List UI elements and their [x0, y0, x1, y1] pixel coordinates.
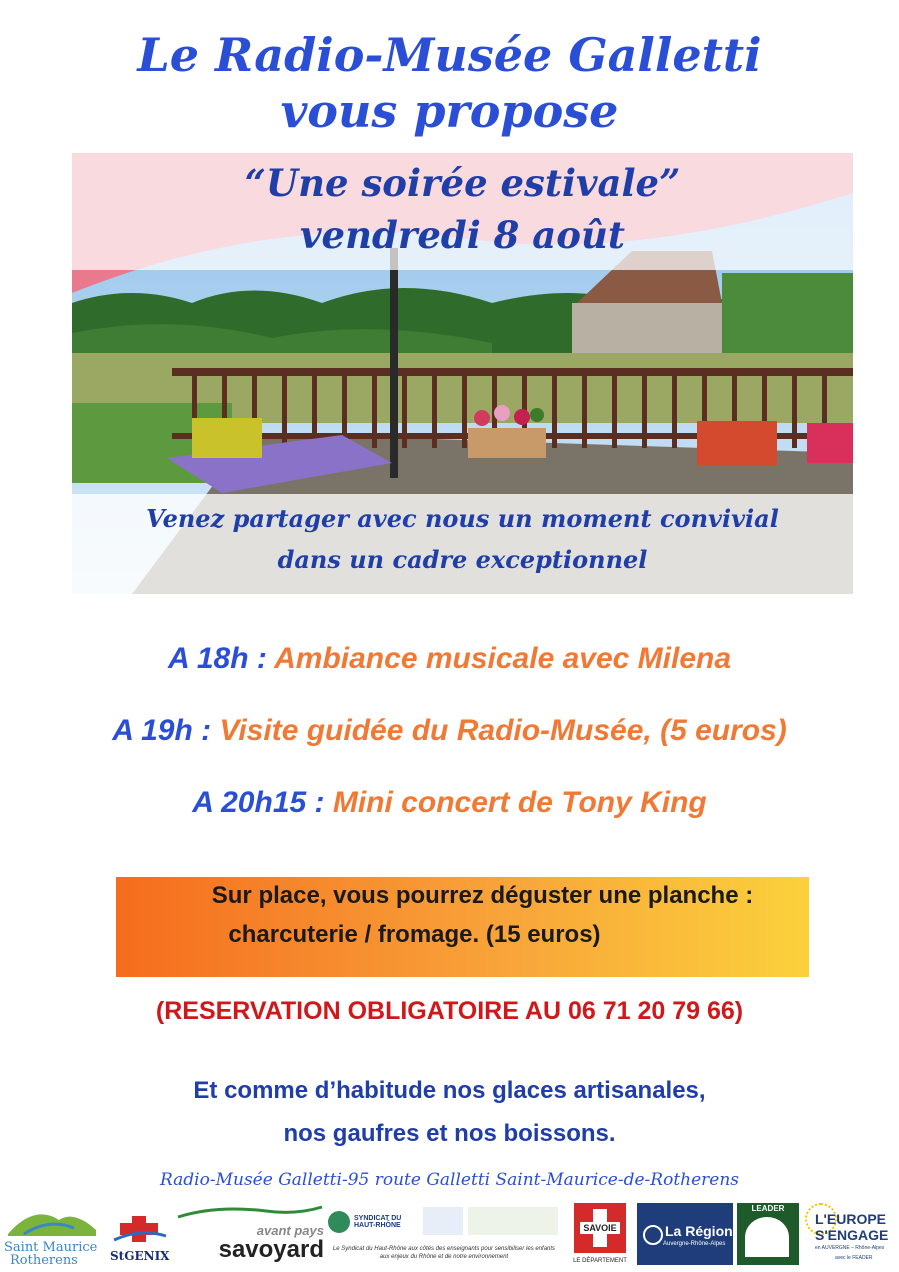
reservation-notice: (RESERVATION OBLIGATOIRE AU 06 71 20 79 66) — [155, 997, 744, 1025]
st-genix-logo: StGENIX — [110, 1214, 168, 1268]
poster-title-line2: vous propose — [280, 84, 619, 138]
avant-pays-savoyard-logo: avant pays savoyard — [176, 1205, 324, 1265]
event-tagline-line2: dans un cadre exceptionnel — [277, 545, 648, 574]
event-tagline-line1: Venez partager avec nous un moment convivial — [146, 504, 779, 533]
schedule-time: A 18h : — [167, 642, 275, 675]
museum-address: Radio-Musée Galletti-95 route Galletti Saint-Maurice-de-Rotherens — [159, 1170, 740, 1190]
extras-line2: nos gaufres et nos boissons. — [283, 1120, 616, 1147]
schedule-activity: Ambiance musicale avec Milena — [274, 642, 732, 675]
event-date: vendredi 8 août — [300, 213, 625, 257]
food-offer-box — [116, 877, 809, 977]
extras-line1: Et comme d’habitude nos glaces artisanales, — [193, 1077, 706, 1104]
schedule-activity: Mini concert de Tony King — [332, 786, 707, 819]
event-name: “Une soirée estivale” — [244, 161, 681, 205]
syndicat-icon — [328, 1211, 350, 1233]
schedule-activity: Visite guidée du Radio-Musée, (5 euros) — [219, 714, 787, 747]
region-aura-logo: La Région Auvergne-Rhône-Alpes — [637, 1203, 733, 1265]
poster-title-line1: Le Radio-Musée Galletti — [137, 28, 762, 82]
food-offer-line1: Sur place, vous pourrez déguster une planche : — [211, 882, 754, 909]
schedule-item — [0, 642, 899, 676]
partner-logos-icon — [423, 1207, 463, 1235]
leader-logo: LEADER — [737, 1203, 799, 1265]
savoie-departement-logo: SAVOIE LE DÉPARTEMENT — [568, 1203, 632, 1269]
syndicat-haut-rhone-logo: SYNDICAT DU HAUT-RHÔNE Le Syndicat du Haut-Rhône aux côtés des enseignants pour sensibiliser les enfants aux enjeux du Rhône et de notre environnement — [328, 1205, 560, 1267]
europe-feader-logo: L'EUROPE S'ENGAGE en AUVERGNE – Rhône-Alpes avec le FEADER — [805, 1203, 897, 1267]
schedule-time: A 19h : — [112, 714, 220, 747]
schedule-time: A 20h15 : — [192, 786, 333, 819]
schedule-item — [0, 714, 899, 748]
region-icon — [643, 1225, 663, 1245]
food-offer-line2: charcuterie / fromage. (15 euros) — [228, 921, 601, 948]
schedule-item — [0, 786, 899, 820]
leader-icon — [745, 1217, 789, 1257]
saint-maurice-logo: Saint Maurice Rotherens — [4, 1200, 100, 1266]
terrace-photo — [72, 153, 853, 594]
partner-logos-icon — [468, 1207, 558, 1235]
